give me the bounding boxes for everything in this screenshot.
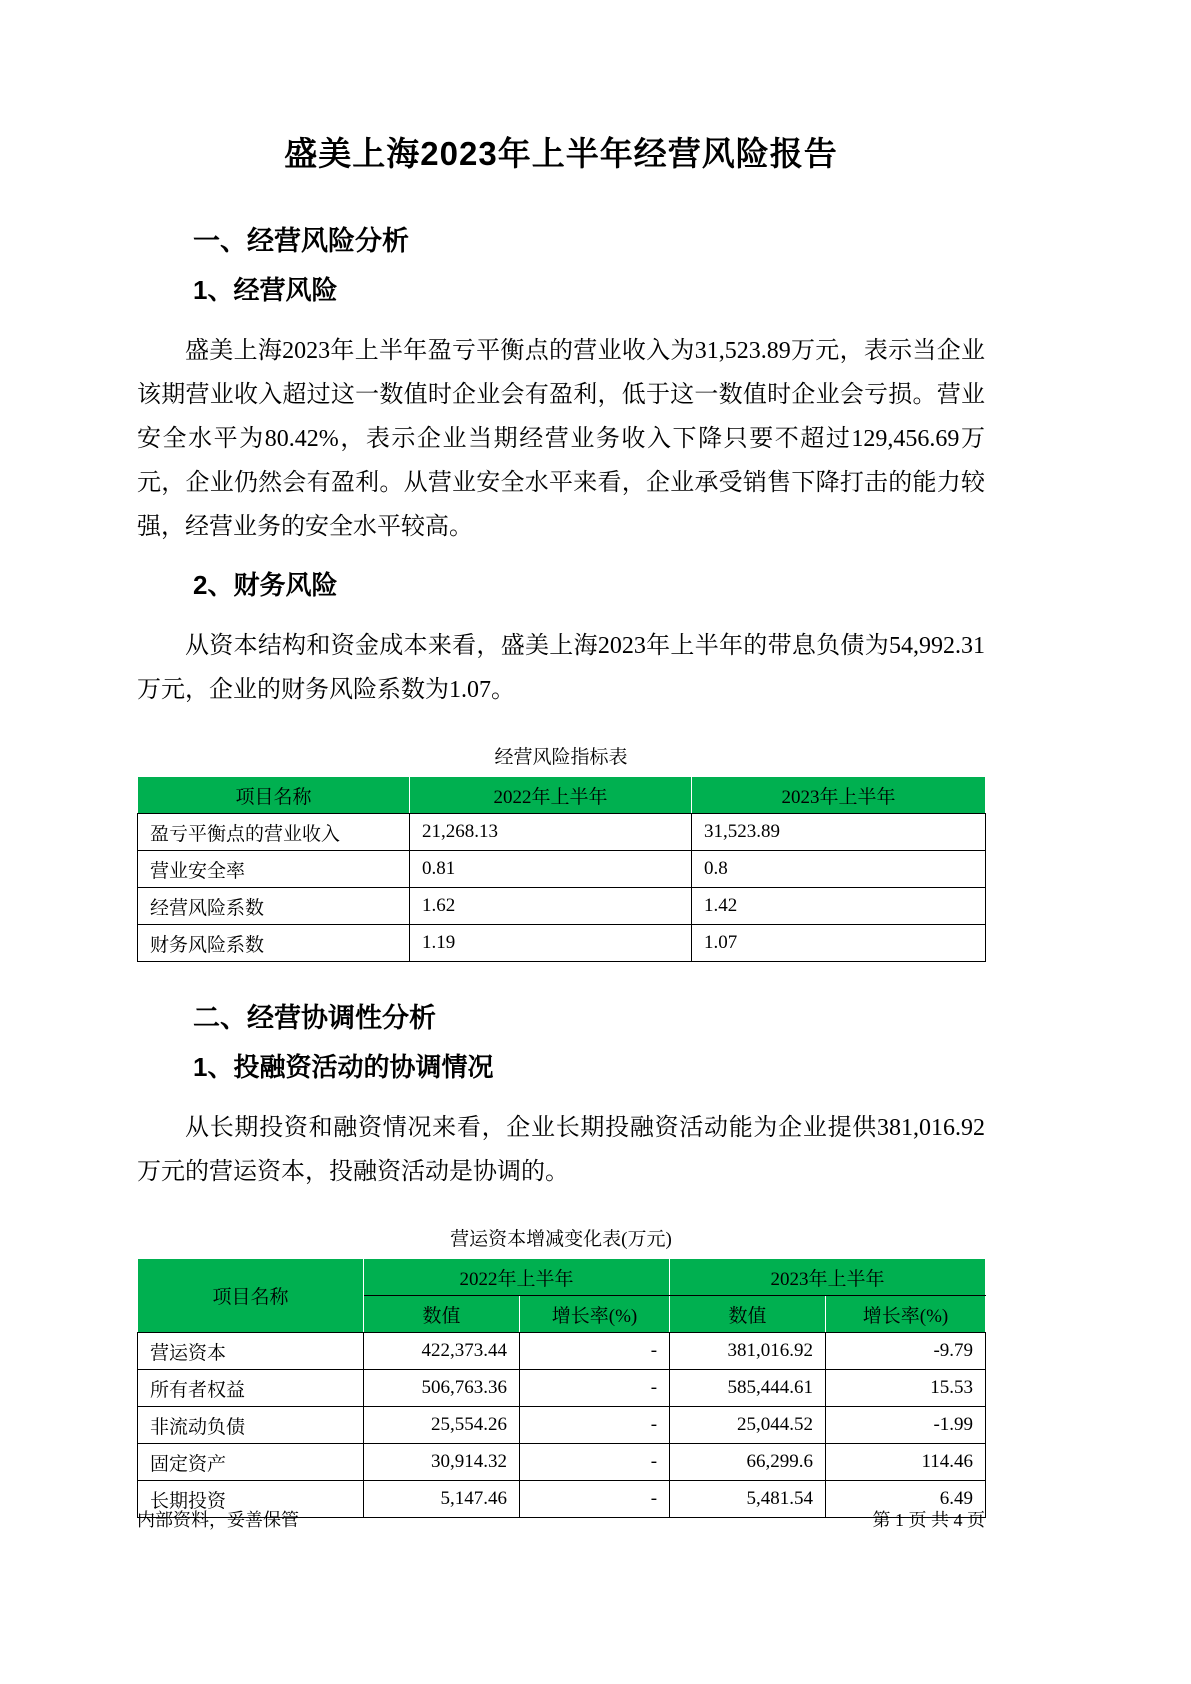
row-label-cell: 营业安全率 bbox=[138, 851, 410, 888]
value-cell: 30,914.32 bbox=[364, 1444, 520, 1481]
column-subheader: 增长率(%) bbox=[826, 1296, 986, 1333]
value-cell: 1.19 bbox=[410, 925, 692, 962]
column-group-header: 2022年上半年 bbox=[364, 1259, 670, 1296]
row-label-cell: 盈亏平衡点的营业收入 bbox=[138, 814, 410, 851]
value-cell: 585,444.61 bbox=[670, 1370, 826, 1407]
table-header-row bbox=[138, 777, 986, 814]
value-cell: 31,523.89 bbox=[692, 814, 986, 851]
table-row bbox=[138, 851, 986, 888]
growth-rate-cell: 6.49 bbox=[826, 1481, 986, 1518]
column-subheader: 数值 bbox=[364, 1296, 520, 1333]
table-row bbox=[138, 888, 986, 925]
value-cell: 1.62 bbox=[410, 888, 692, 925]
column-header: 项目名称 bbox=[138, 1259, 364, 1333]
column-subheader: 增长率(%) bbox=[520, 1296, 670, 1333]
table-row bbox=[138, 1333, 986, 1370]
working-capital-table-caption: 营运资本增减变化表(万元) bbox=[450, 1229, 672, 1250]
value-cell: 5,481.54 bbox=[670, 1481, 826, 1518]
risk-indicator-table-caption: 经营风险指标表 bbox=[494, 747, 628, 768]
value-cell: 506,763.36 bbox=[364, 1370, 520, 1407]
section-1-heading: 一、经营风险分析 bbox=[193, 226, 409, 256]
row-label-cell: 长期投资 bbox=[138, 1481, 364, 1518]
value-cell: 0.81 bbox=[410, 851, 692, 888]
row-label-cell: 财务风险系数 bbox=[138, 925, 410, 962]
page-title: 盛美上海2023年上半年经营风险报告 bbox=[284, 135, 838, 172]
table-row bbox=[138, 1444, 986, 1481]
value-cell: 381,016.92 bbox=[670, 1333, 826, 1370]
row-label-cell: 营运资本 bbox=[138, 1333, 364, 1370]
table-row bbox=[138, 1407, 986, 1444]
value-cell: 1.07 bbox=[692, 925, 986, 962]
value-cell: 21,268.13 bbox=[410, 814, 692, 851]
growth-rate-cell: - bbox=[520, 1481, 670, 1518]
growth-rate-cell: - bbox=[520, 1444, 670, 1481]
table-row bbox=[138, 1370, 986, 1407]
column-subheader: 数值 bbox=[670, 1296, 826, 1333]
value-cell: 422,373.44 bbox=[364, 1333, 520, 1370]
document-page bbox=[137, 128, 985, 1518]
growth-rate-cell: -1.99 bbox=[826, 1407, 986, 1444]
value-cell: 25,044.52 bbox=[670, 1407, 826, 1444]
section-2-heading: 二、经营协调性分析 bbox=[193, 1003, 436, 1033]
footer-page-number: 第 1 页 共 4 页 bbox=[872, 1510, 985, 1530]
table-row bbox=[138, 814, 986, 851]
section-1-subheading-2: 2、财务风险 bbox=[193, 570, 338, 600]
risk-indicator-table bbox=[137, 776, 986, 962]
row-label-cell: 固定资产 bbox=[138, 1444, 364, 1481]
section-1-paragraph-2: 从资本结构和资金成本来看，盛美上海2023年上半年的带息负债为54,992.31万元，企业的财务风险系数为1.07。 bbox=[137, 633, 985, 703]
growth-rate-cell: - bbox=[520, 1370, 670, 1407]
row-label-cell: 经营风险系数 bbox=[138, 888, 410, 925]
column-header: 2022年上半年 bbox=[410, 777, 692, 814]
section-1-paragraph-1: 盛美上海2023年上半年盈亏平衡点的营业收入为31,523.89万元，表示当企业该期营业收入超过这一数值时企业会有盈利，低于这一数值时企业会亏损。营业安全水平为80.42%，表示企业当期经营业务收入下降只要不超过129,456.69万元，企业仍然会有盈利。从营业安全水平来看，企业承受销售下降打击的能力较强，经营业务的安全水平较高。 bbox=[137, 338, 985, 540]
section-2-paragraph-1: 从长期投资和融资情况来看，企业长期投融资活动能为企业提供381,016.92万元的营运资本，投融资活动是协调的。 bbox=[137, 1115, 985, 1185]
growth-rate-cell: - bbox=[520, 1333, 670, 1370]
table-row bbox=[138, 925, 986, 962]
page-footer bbox=[137, 1506, 985, 1532]
value-cell: 25,554.26 bbox=[364, 1407, 520, 1444]
column-header: 2023年上半年 bbox=[692, 777, 986, 814]
section-1-subheading-1: 1、经营风险 bbox=[193, 275, 338, 305]
growth-rate-cell: - bbox=[520, 1407, 670, 1444]
growth-rate-cell: -9.79 bbox=[826, 1333, 986, 1370]
value-cell: 5,147.46 bbox=[364, 1481, 520, 1518]
section-2-subheading-1: 1、投融资活动的协调情况 bbox=[193, 1052, 494, 1082]
working-capital-table bbox=[137, 1258, 986, 1518]
value-cell: 0.8 bbox=[692, 851, 986, 888]
row-label-cell: 非流动负债 bbox=[138, 1407, 364, 1444]
column-group-header: 2023年上半年 bbox=[670, 1259, 986, 1296]
growth-rate-cell: 15.53 bbox=[826, 1370, 986, 1407]
value-cell: 1.42 bbox=[692, 888, 986, 925]
footer-confidentiality-note: 内部资料，妥善保管 bbox=[137, 1510, 299, 1530]
column-header: 项目名称 bbox=[138, 777, 410, 814]
growth-rate-cell: 114.46 bbox=[826, 1444, 986, 1481]
row-label-cell: 所有者权益 bbox=[138, 1370, 364, 1407]
table-header-row bbox=[138, 1259, 986, 1296]
value-cell: 66,299.6 bbox=[670, 1444, 826, 1481]
